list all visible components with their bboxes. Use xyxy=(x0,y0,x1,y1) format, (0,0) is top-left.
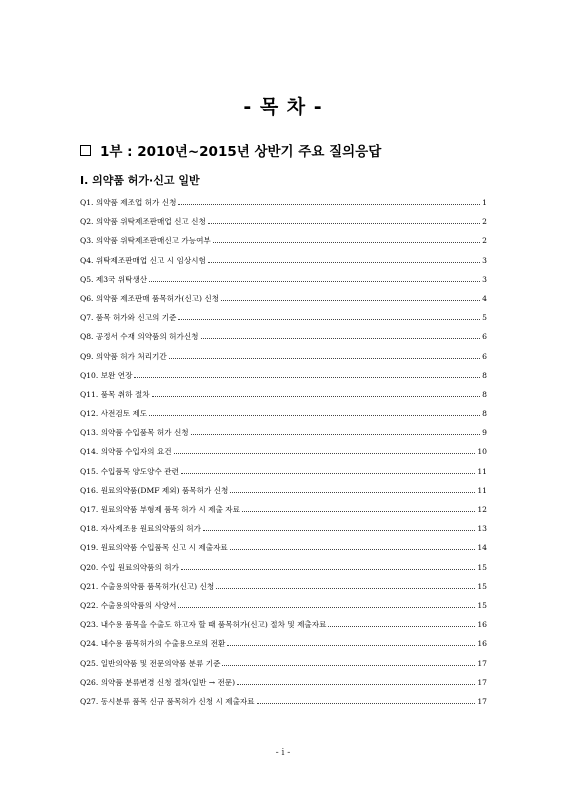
toc-entry[interactable] xyxy=(80,385,487,404)
toc-entry-page: 3 xyxy=(482,255,487,265)
toc-entry[interactable] xyxy=(80,327,487,346)
toc-entry-label: Q16. 원료의약품(DMF 제외) 품목허가 신청 xyxy=(80,485,229,495)
toc-entry-page: 17 xyxy=(477,658,487,668)
toc-entry[interactable] xyxy=(80,577,487,596)
toc-entry-label: Q10. 보완 연장 xyxy=(80,370,133,380)
page-number-footer: - i - xyxy=(275,748,291,758)
toc-entry-page: 15 xyxy=(477,562,487,572)
toc-entry-label: Q3. 의약품 위탁제조판매신고 가능여부 xyxy=(80,236,211,246)
toc-entry-page: 6 xyxy=(482,351,487,361)
toc-entry[interactable] xyxy=(80,500,487,519)
toc-entry[interactable] xyxy=(80,692,487,711)
toc-entry-page: 16 xyxy=(477,639,487,649)
toc-entry-page: 11 xyxy=(477,466,487,476)
toc-dot-leader xyxy=(181,472,475,474)
toc-entry-label: Q23. 내수용 품목을 수출도 하고자 할 때 품목허가(신고) 절차 및 제출자료 xyxy=(80,620,327,630)
toc-entry-page: 11 xyxy=(477,485,487,495)
toc-dot-leader xyxy=(149,280,480,282)
toc-entry-label: Q27. 동시분류 품목 신규 품목허가 신청 시 제출자료 xyxy=(80,696,255,706)
toc-entry-label: Q1. 의약품 제조업 허가 신청 xyxy=(80,198,177,207)
toc-entry-page: 9 xyxy=(482,428,487,438)
toc-entry[interactable] xyxy=(80,347,487,366)
toc-entry-page: 6 xyxy=(482,332,487,342)
toc-entry-page: 2 xyxy=(482,217,487,227)
toc-entry[interactable] xyxy=(80,634,487,653)
toc-entry-page: 10 xyxy=(477,447,487,457)
toc-entry-label: Q19. 원료의약품 수입품목 신고 시 제출자료 xyxy=(80,543,228,553)
toc-entry-label: Q15. 수입품목 양도양수 관련 xyxy=(80,466,179,476)
toc-entry-label: Q2. 의약품 위탁제조판매업 신고 신청 xyxy=(80,217,206,227)
toc-dot-leader xyxy=(222,664,475,666)
toc-dot-leader xyxy=(134,376,480,378)
toc-entry-page: 8 xyxy=(482,370,487,380)
toc-entry-label: Q20. 수입 원료의약품의 허가 xyxy=(80,562,179,572)
toc-entry[interactable] xyxy=(80,366,487,385)
toc-entry-page: 4 xyxy=(482,293,487,303)
toc-dot-leader xyxy=(221,299,480,301)
toc-entry-page: 5 xyxy=(482,313,487,323)
toc-dot-leader xyxy=(178,203,480,205)
toc-entry[interactable] xyxy=(80,270,487,289)
toc-dot-leader xyxy=(216,587,475,589)
toc-entry-page: 8 xyxy=(482,389,487,399)
toc-entry-page: 8 xyxy=(482,409,487,419)
toc-entry-label: Q24. 내수용 품목허가의 수출용으로의 전환 xyxy=(80,639,226,649)
toc-dot-leader xyxy=(230,548,476,550)
toc-entry[interactable] xyxy=(80,404,487,423)
toc-entry-label: Q13. 의약품 수입품목 허가 신청 xyxy=(80,428,189,438)
toc-entry-page: 15 xyxy=(477,600,487,610)
toc-entry-label: Q25. 일반의약품 및 전문의약품 분류 기준 xyxy=(80,658,221,668)
toc-dot-leader xyxy=(201,337,481,339)
toc-entry[interactable] xyxy=(80,251,487,270)
toc-entry[interactable] xyxy=(80,193,487,212)
page-title: - 목 차 - xyxy=(243,96,323,118)
toc-dot-leader xyxy=(169,357,480,359)
toc-entry[interactable] xyxy=(80,673,487,692)
toc-entry[interactable] xyxy=(80,423,487,442)
toc-entry-label: Q12. 사전검토 제도 xyxy=(80,409,148,419)
toc-entry-label: Q5. 제3국 위탁생산 xyxy=(80,274,148,284)
toc-dot-leader xyxy=(257,702,476,704)
toc-dot-leader xyxy=(208,222,480,224)
toc-entry-label: Q11. 품목 취하 절차 xyxy=(80,389,150,399)
toc-entry-page: 14 xyxy=(477,543,487,553)
toc-dot-leader xyxy=(208,261,480,263)
toc-dot-leader xyxy=(178,606,475,608)
toc-dot-leader xyxy=(181,568,475,570)
toc-entry-label: Q21. 수출용의약품 품목허가(신고) 신청 xyxy=(80,581,215,591)
toc-dot-leader xyxy=(227,644,475,646)
toc-entry[interactable] xyxy=(80,596,487,615)
toc-dot-leader xyxy=(242,510,475,512)
toc-entry[interactable] xyxy=(80,519,487,538)
toc-entry-label: Q17. 원료의약품 부형제 품목 허가 시 제출 자료 xyxy=(80,505,240,514)
toc-entry[interactable] xyxy=(80,654,487,673)
toc-entry-page: 2 xyxy=(482,236,487,246)
toc-entry-page: 17 xyxy=(477,696,487,706)
toc-entry-label: Q4. 위탁제조판매업 신고 시 임상시험 xyxy=(80,255,206,265)
toc-dot-leader xyxy=(178,318,480,320)
table-of-contents xyxy=(80,193,487,711)
toc-entry-page: 1 xyxy=(482,198,487,207)
toc-dot-leader xyxy=(152,395,481,397)
toc-entry-label: Q22. 수출용의약품의 사양서 xyxy=(80,600,177,610)
part-heading-text: 1부 : 2010년~2015년 상반기 주요 질의응답 xyxy=(100,144,382,160)
toc-entry[interactable] xyxy=(80,442,487,461)
toc-dot-leader xyxy=(328,625,475,627)
toc-entry-page: 17 xyxy=(477,677,487,687)
toc-entry-label: Q18. 자사제조용 원료의약품의 허가 xyxy=(80,524,201,534)
toc-entry[interactable] xyxy=(80,558,487,577)
toc-entry-label: Q6. 의약품 제조판매 품목허가(신고) 신청 xyxy=(80,293,220,303)
toc-entry-page: 12 xyxy=(477,505,487,514)
toc-entry[interactable] xyxy=(80,615,487,634)
toc-entry[interactable] xyxy=(80,308,487,327)
toc-entry[interactable] xyxy=(80,538,487,557)
toc-entry[interactable] xyxy=(80,481,487,500)
toc-entry-label: Q9. 의약품 허가 처리기간 xyxy=(80,351,167,361)
toc-entry-page: 3 xyxy=(482,274,487,284)
toc-dot-leader xyxy=(230,491,475,493)
toc-entry-page: 15 xyxy=(477,581,487,591)
toc-entry-label: Q26. 의약품 분류변경 신청 절차(일반 → 전문) xyxy=(80,677,236,687)
toc-entry[interactable] xyxy=(80,289,487,308)
toc-entry[interactable] xyxy=(80,212,487,231)
toc-dot-leader xyxy=(174,452,476,454)
toc-entry-page: 16 xyxy=(477,620,487,630)
toc-entry-label: Q8. 공정서 수재 의약품의 허가신청 xyxy=(80,332,199,342)
part-heading xyxy=(80,140,381,160)
section-heading: Ⅰ. 의약품 허가·신고 일반 xyxy=(80,174,200,187)
toc-entry-label: Q14. 의약품 수입자의 요건 xyxy=(80,447,172,457)
square-bullet-icon xyxy=(80,145,91,156)
toc-entry-page: 13 xyxy=(477,524,487,534)
toc-dot-leader xyxy=(191,433,481,435)
toc-entry[interactable] xyxy=(80,462,487,481)
toc-dot-leader xyxy=(203,529,475,531)
toc-dot-leader xyxy=(149,414,480,416)
toc-dot-leader xyxy=(213,241,480,243)
toc-dot-leader xyxy=(237,683,475,685)
toc-entry-label: Q7. 품목 허가와 신고의 기준 xyxy=(80,313,177,323)
toc-entry[interactable] xyxy=(80,231,487,250)
